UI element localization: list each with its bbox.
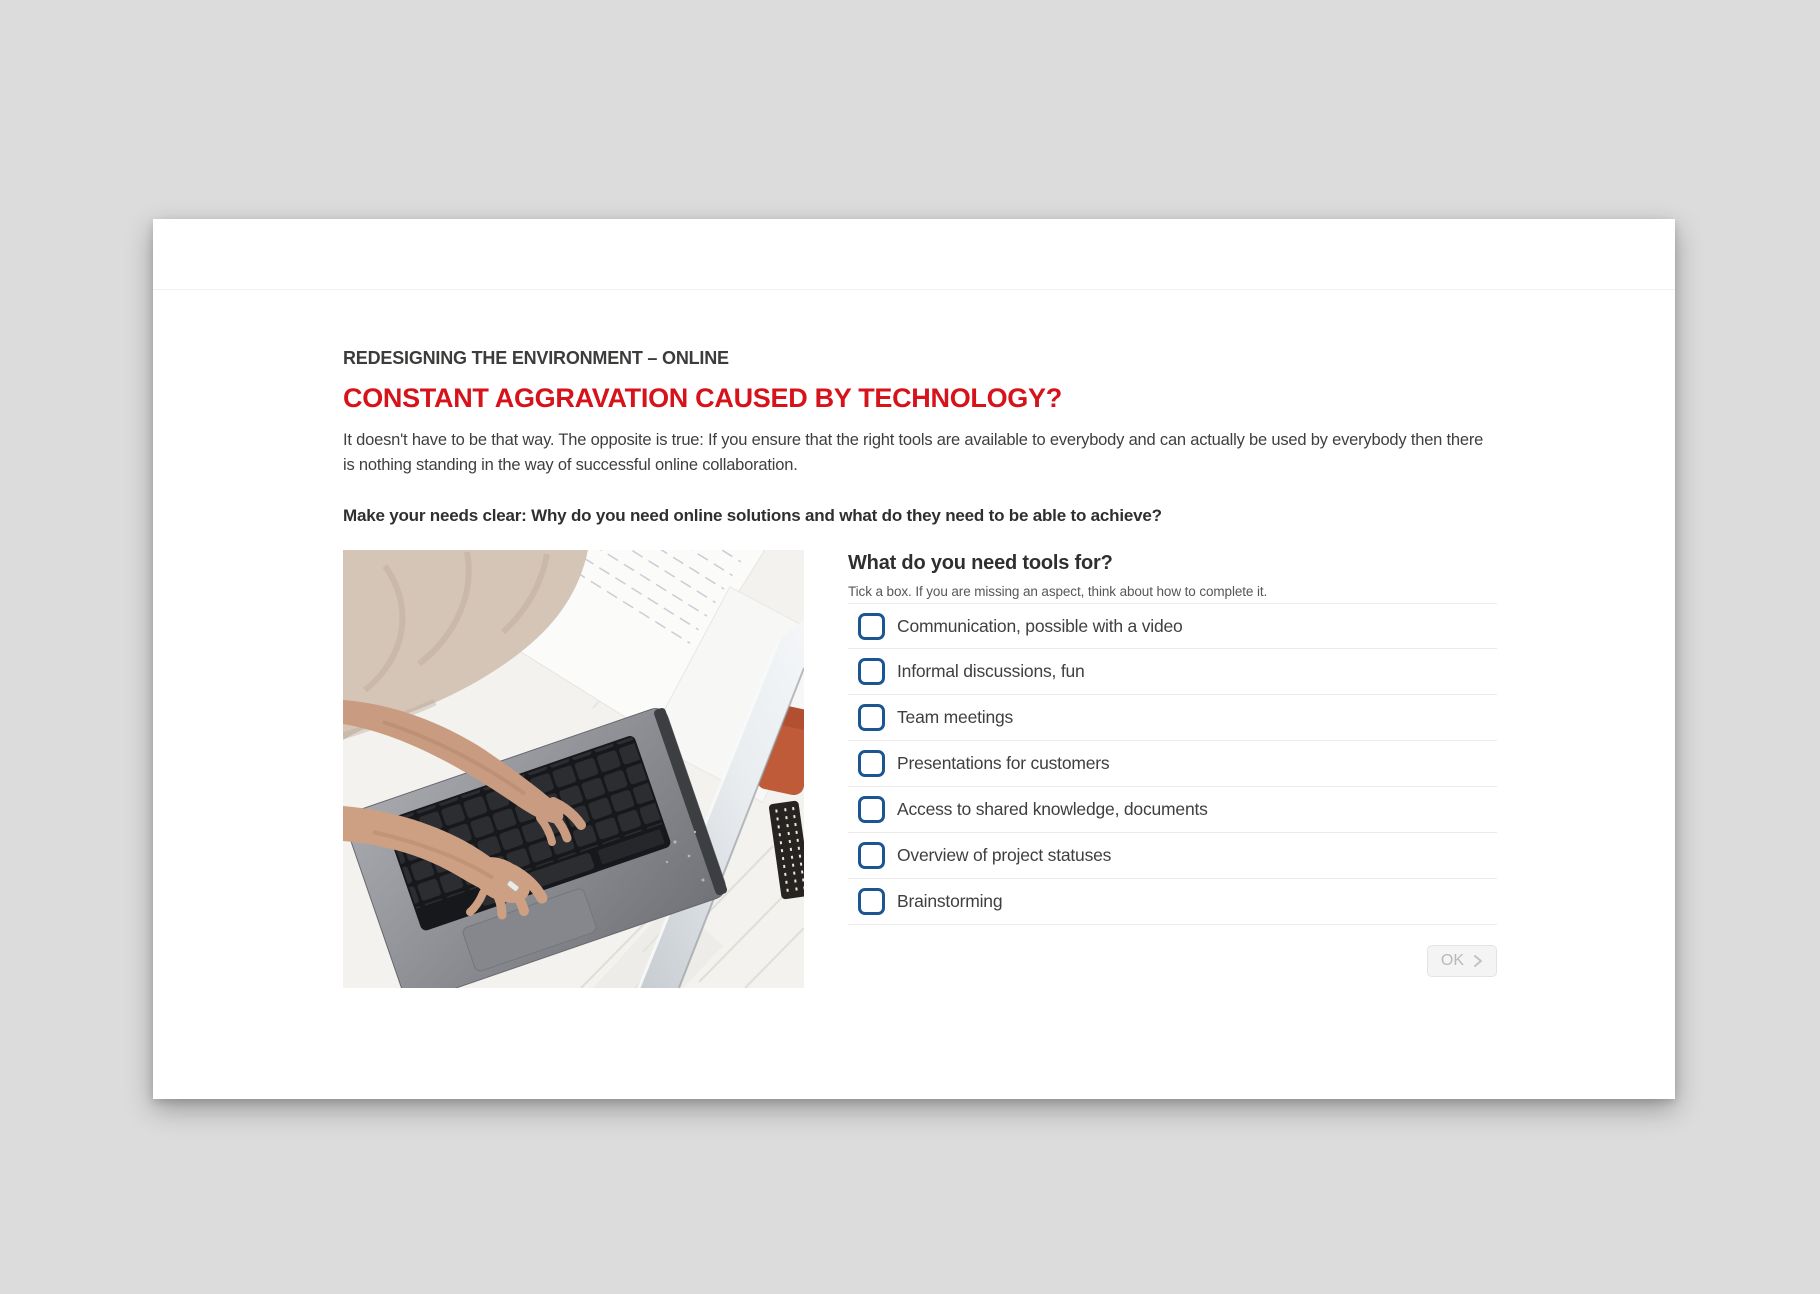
checklist-row [848,603,1497,649]
checkbox-communication-video[interactable] [858,613,885,640]
photo-illustration [343,550,804,988]
tools-panel [848,550,1497,988]
checklist-row [848,833,1497,879]
panel-actions [848,945,1497,977]
checkbox-brainstorming[interactable] [858,888,885,915]
photo-hands-typing-laptop [343,550,804,988]
question-text: Make your needs clear: Why do you need online solutions and what do they need to be able to achieve? [343,506,1162,525]
checkbox-shared-knowledge[interactable] [858,796,885,823]
checkbox-label: Team meetings [897,707,1014,727]
checklist-row [848,879,1497,925]
two-column-area [343,550,1497,988]
panel-title: What do you need tools for? [848,552,1113,574]
checkbox-informal-discussions[interactable] [858,658,885,685]
checkbox-label: Overview of project statuses [897,845,1112,865]
checkbox-project-statuses[interactable] [858,842,885,869]
ok-button-label: OK [1440,952,1464,969]
checklist-row [848,695,1497,741]
checkbox-label: Presentations for customers [897,753,1110,773]
checklist-row [848,741,1497,787]
intro-paragraph: It doesn't have to be that way. The opposite is true: If you ensure that the right tools are available to everybody and can actually be used by everybody then there is nothing standing in the way of successful online collaboration. [343,431,1484,474]
checkbox-label: Access to shared knowledge, documents [897,799,1208,819]
kicker-title: REDESIGNING THE ENVIRONMENT – ONLINE [343,348,729,368]
card-content [153,348,1675,988]
panel-hint: Tick a box. If you are missing an aspect, think about how to complete it. [848,584,1268,599]
chevron-right-icon [1473,954,1483,968]
ok-button[interactable] [1427,945,1497,977]
checkbox-presentations-customers[interactable] [858,750,885,777]
checkbox-label: Communication, possible with a video [897,615,1183,636]
page-title: CONSTANT AGGRAVATION CAUSED BY TECHNOLOGY? [343,383,1062,413]
checkbox-label: Brainstorming [897,891,1003,911]
checklist-row [848,787,1497,833]
content-card [153,219,1675,1099]
card-header [153,219,1675,290]
checkbox-team-meetings[interactable] [858,704,885,731]
checkbox-label: Informal discussions, fun [897,661,1085,681]
checklist [848,603,1497,925]
checklist-row [848,649,1497,695]
